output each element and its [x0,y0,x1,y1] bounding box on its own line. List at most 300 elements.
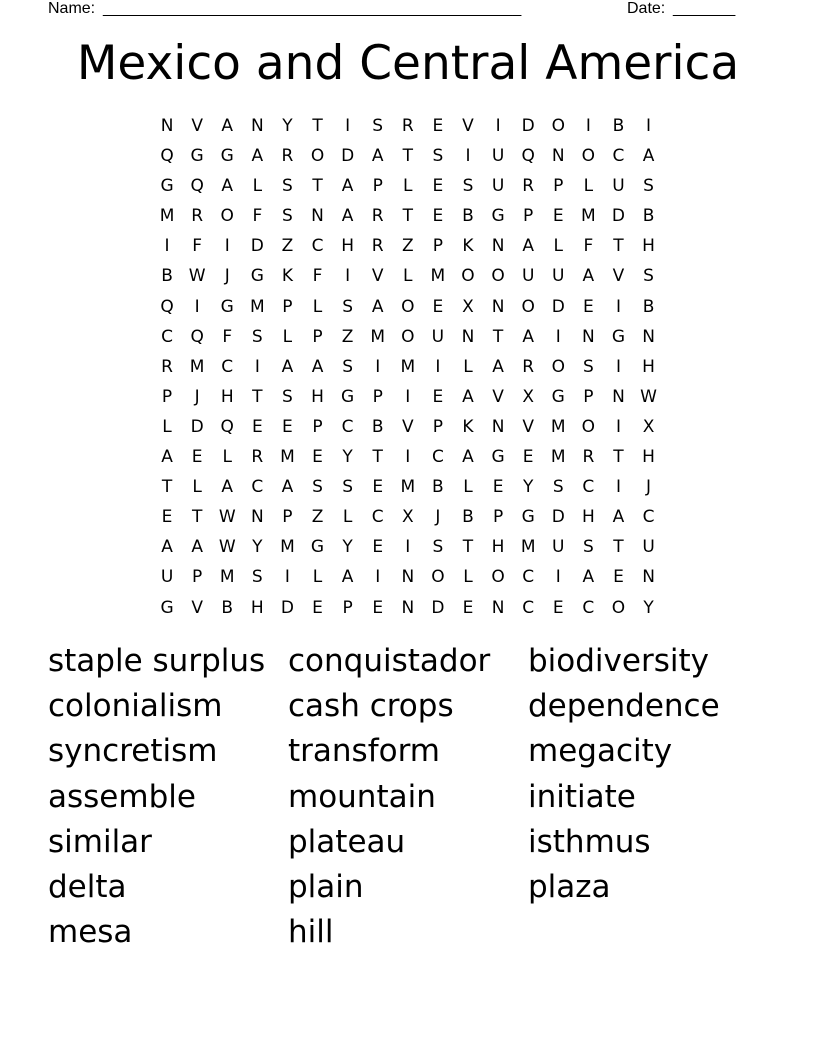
grid-cell[interactable]: R [522,356,535,377]
grid-cell[interactable]: L [463,356,473,377]
grid-cell[interactable]: E [432,206,444,227]
grid-cell[interactable]: F [192,236,203,257]
grid-cell[interactable]: I [224,236,230,257]
grid-cell[interactable]: I [615,296,621,317]
grid-cell[interactable]: T [402,206,413,227]
grid-cell[interactable]: J [194,386,200,407]
grid-cell[interactable]: I [615,356,621,377]
grid-cell[interactable]: S [282,206,293,227]
grid-cell[interactable]: G [551,386,565,407]
grid-cell[interactable]: V [371,266,384,287]
grid-cell[interactable]: M [430,266,446,287]
grid-cell[interactable]: Z [311,507,324,528]
grid-cell[interactable]: S [432,537,444,558]
grid-cell[interactable]: T [191,507,203,528]
grid-cell[interactable]: V [492,386,504,407]
grid-cell[interactable]: S [251,326,263,347]
grid-cell[interactable]: G [521,507,535,528]
grid-cell[interactable]: I [585,116,591,136]
grid-cell[interactable]: A [191,537,203,558]
grid-cell[interactable]: P [553,176,564,197]
grid-cell[interactable]: Y [282,116,293,136]
grid-cell[interactable]: U [491,176,505,197]
grid-cell[interactable]: I [254,356,260,377]
grid-cell[interactable]: I [405,537,411,558]
grid-cell[interactable]: J [646,477,652,498]
grid-cell[interactable]: Y [342,537,353,558]
grid-cell[interactable]: R [401,116,414,136]
grid-cell[interactable]: K [281,266,293,287]
grid-cell[interactable]: T [312,176,323,197]
grid-cell[interactable]: H [220,386,234,407]
grid-cell[interactable]: O [551,356,565,377]
grid-cell[interactable]: M [581,206,596,227]
grid-cell[interactable]: H [341,236,354,257]
grid-cell[interactable]: A [582,567,595,588]
grid-cell[interactable]: N [311,206,324,227]
grid-cell[interactable]: Q [190,326,204,347]
grid-cell[interactable]: C [582,597,595,618]
grid-cell[interactable]: I [405,447,411,468]
grid-cell[interactable]: I [615,477,621,498]
grid-cell[interactable]: C [161,326,173,347]
grid-cell[interactable]: R [281,146,294,167]
date-blank[interactable]: _______ [673,0,736,17]
grid-cell[interactable]: N [551,146,565,167]
grid-cell[interactable]: B [221,597,234,618]
grid-cell[interactable]: I [495,116,501,136]
grid-cell[interactable]: O [521,296,535,317]
grid-cell[interactable]: E [372,477,384,498]
grid-cell[interactable]: Q [160,146,174,167]
grid-cell[interactable]: U [612,176,625,197]
word-list-item: plain [288,868,364,905]
grid-cell[interactable]: E [161,507,173,528]
grid-cell[interactable]: E [251,416,263,437]
grid-cell[interactable]: E [522,447,534,468]
grid-cell[interactable]: D [431,597,445,618]
grid-cell[interactable]: X [401,507,414,528]
grid-cell[interactable]: O [220,206,234,227]
grid-cell[interactable]: J [224,266,230,287]
grid-cell[interactable]: E [462,597,474,618]
grid-cell[interactable]: L [553,236,563,257]
grid-cell[interactable]: I [375,356,381,377]
grid-cell[interactable]: T [252,386,263,407]
grid-cell[interactable]: E [372,597,384,618]
grid-cell[interactable]: B [642,206,655,227]
grid-cell[interactable]: H [642,236,655,257]
grid-cell[interactable]: A [221,116,234,136]
grid-cell[interactable]: A [281,477,294,498]
grid-cell[interactable]: C [522,567,535,588]
grid-cell[interactable]: G [611,326,626,347]
grid-cell[interactable]: H [642,447,655,468]
grid-cell[interactable]: M [400,477,416,498]
grid-cell[interactable]: S [552,477,564,498]
grid-cell[interactable]: I [345,116,351,136]
grid-cell[interactable]: E [432,386,444,407]
grid-cell[interactable]: E [492,477,504,498]
grid-cell[interactable]: F [312,266,323,287]
grid-cell[interactable]: A [612,507,625,528]
grid-cell[interactable]: T [312,116,323,136]
grid-cell[interactable]: O [401,296,415,317]
grid-cell[interactable]: P [372,176,383,197]
word-list-item: isthmus [528,823,651,860]
grid-cell[interactable]: U [491,146,505,167]
word-list-item: plateau [288,823,406,860]
grid-cell[interactable]: U [552,537,565,558]
grid-cell[interactable]: L [583,176,594,197]
grid-cell[interactable]: O [491,266,505,287]
word-list-item: delta [48,868,127,905]
grid-cell[interactable]: S [342,356,353,377]
grid-cell[interactable]: K [462,416,474,437]
grid-cell[interactable]: Y [252,537,263,558]
grid-cell[interactable]: S [643,176,654,197]
grid-cell[interactable]: D [551,296,565,317]
grid-cell[interactable]: W [188,266,206,287]
grid-cell[interactable]: A [522,326,534,347]
grid-cell[interactable]: E [312,597,323,618]
grid-cell[interactable]: V [191,116,203,136]
grid-cell[interactable]: D [190,416,204,437]
grid-cell[interactable]: B [612,116,625,136]
grid-cell[interactable]: U [642,537,655,558]
grid-cell[interactable]: S [582,537,594,558]
grid-cell[interactable]: P [282,296,293,317]
grid-cell[interactable]: D [341,146,355,167]
grid-cell[interactable]: T [613,236,624,257]
grid-cell[interactable]: R [161,356,173,377]
grid-cell[interactable]: D [611,206,625,227]
grid-cell[interactable]: I [345,266,351,287]
grid-cell[interactable]: V [522,416,534,437]
grid-cell[interactable]: I [555,567,561,588]
grid-cell[interactable]: E [432,176,444,197]
grid-cell[interactable]: G [160,176,174,197]
grid-cell[interactable]: A [371,296,384,317]
grid-cell[interactable]: I [615,416,621,437]
grid-cell[interactable]: C [431,447,444,468]
grid-cell[interactable]: D [250,236,264,257]
grid-cell[interactable]: C [341,416,354,437]
grid-cell[interactable]: I [465,146,471,167]
grid-cell[interactable]: M [280,447,295,468]
grid-cell[interactable]: Q [160,296,174,317]
word-list-item: transform [288,733,440,770]
grid-cell[interactable]: L [403,266,413,287]
grid-cell[interactable]: P [312,326,323,347]
grid-cell[interactable]: S [372,116,384,136]
grid-cell[interactable]: N [612,386,625,407]
grid-cell[interactable]: O [551,116,565,136]
grid-cell[interactable]: C [612,146,625,167]
grid-cell[interactable]: P [432,416,444,437]
grid-cell[interactable]: A [371,146,384,167]
grid-cell[interactable]: E [282,416,293,437]
grid-cell[interactable]: F [583,236,594,257]
grid-cell[interactable]: K [462,236,474,257]
grid-cell[interactable]: C [582,477,595,498]
grid-cell[interactable]: S [432,146,444,167]
grid-cell[interactable]: Y [522,477,534,498]
grid-cell[interactable]: P [192,567,203,588]
grid-cell[interactable]: O [581,416,596,437]
grid-cell[interactable]: U [552,266,565,287]
grid-cell[interactable]: Z [281,236,294,257]
grid-cell[interactable]: D [521,116,535,136]
grid-cell[interactable]: E [312,447,323,468]
grid-cell[interactable]: N [491,236,505,257]
grid-cell[interactable]: Q [190,176,204,197]
grid-cell[interactable]: F [222,326,233,347]
grid-cell[interactable]: N [250,507,264,528]
grid-cell[interactable]: S [312,477,323,498]
grid-cell[interactable]: U [431,326,445,347]
grid-cell[interactable]: I [405,386,411,407]
grid-cell[interactable]: R [251,447,264,468]
grid-cell[interactable]: N [642,567,655,588]
grid-cell[interactable]: B [371,416,384,437]
grid-cell[interactable]: P [492,507,504,528]
grid-cell[interactable]: T [492,326,504,347]
grid-cell[interactable]: A [221,176,234,197]
grid-cell[interactable]: E [552,597,564,618]
grid-cell[interactable]: G [190,146,204,167]
word-list-item: mountain [288,778,436,815]
grid-cell[interactable]: S [251,567,263,588]
grid-cell[interactable]: V [401,416,414,437]
name-blank[interactable]: _______________________________________________ [103,0,522,17]
grid-cell[interactable]: G [220,296,234,317]
grid-cell[interactable]: M [159,206,175,227]
grid-cell[interactable]: L [282,326,293,347]
grid-cell[interactable]: N [160,116,174,136]
grid-cell[interactable]: E [372,537,384,558]
grid-cell[interactable]: N [491,416,505,437]
grid-cell[interactable]: M [370,326,386,347]
grid-cell[interactable]: L [222,447,232,468]
grid-cell[interactable]: W [640,386,657,407]
grid-cell[interactable]: N [491,296,505,317]
grid-cell[interactable]: S [342,296,353,317]
grid-cell[interactable]: A [582,266,595,287]
grid-cell[interactable]: A [251,146,264,167]
grid-cell[interactable]: L [463,567,473,588]
grid-cell[interactable]: A [462,386,474,407]
grid-cell[interactable]: O [431,567,445,588]
grid-cell[interactable]: S [282,386,293,407]
grid-cell[interactable]: U [160,567,174,588]
grid-cell[interactable]: A [161,447,173,468]
grid-cell[interactable]: B [161,266,173,287]
grid-cell[interactable]: L [403,176,413,197]
grid-cell[interactable]: P [372,386,383,407]
grid-cell[interactable]: R [191,206,204,227]
grid-cell[interactable]: O [491,567,505,588]
grid-cell[interactable]: Y [342,447,353,468]
grid-cell[interactable]: Z [401,236,414,257]
grid-cell[interactable]: N [582,326,595,347]
grid-cell[interactable]: E [613,567,624,588]
grid-cell[interactable]: H [491,537,505,558]
grid-cell[interactable]: W [218,537,236,558]
grid-cell[interactable]: C [522,597,535,618]
grid-cell[interactable]: E [582,296,594,317]
grid-cell[interactable]: N [250,116,264,136]
grid-cell[interactable]: E [432,116,444,136]
grid-cell[interactable]: P [523,206,534,227]
grid-cell[interactable]: M [550,416,566,437]
grid-cell[interactable]: N [491,597,505,618]
grid-cell[interactable]: G [160,597,174,618]
grid-cell[interactable]: L [192,477,202,498]
grid-cell[interactable]: I [164,236,170,257]
grid-cell[interactable]: P [432,236,444,257]
grid-cell[interactable]: M [280,537,295,558]
grid-cell[interactable]: B [462,206,474,227]
grid-cell[interactable]: M [219,567,235,588]
grid-cell[interactable]: L [342,507,353,528]
grid-cell[interactable]: N [642,326,655,347]
grid-cell[interactable]: A [492,356,504,377]
grid-cell[interactable]: O [611,597,626,618]
grid-cell[interactable]: H [250,597,264,618]
grid-cell[interactable]: G [491,447,505,468]
grid-cell[interactable]: G [250,266,264,287]
grid-cell[interactable]: I [284,567,290,588]
grid-cell[interactable]: L [162,416,172,437]
grid-cell[interactable]: I [194,296,200,317]
grid-cell[interactable]: N [401,567,415,588]
grid-cell[interactable]: P [161,386,173,407]
grid-cell[interactable]: A [311,356,324,377]
grid-cell[interactable]: R [371,206,384,227]
grid-cell[interactable]: H [642,356,655,377]
grid-cell[interactable]: A [642,146,655,167]
grid-cell[interactable]: L [463,477,473,498]
grid-cell[interactable]: T [161,477,173,498]
grid-cell[interactable]: L [312,296,323,317]
grid-cell[interactable]: Q [220,416,234,437]
grid-cell[interactable]: A [221,477,234,498]
grid-cell[interactable]: L [252,176,263,197]
grid-cell[interactable]: U [521,266,535,287]
grid-cell[interactable]: E [191,447,203,468]
letter-grid [152,111,664,623]
grid-cell[interactable]: W [218,507,236,528]
grid-cell[interactable]: D [280,597,294,618]
grid-cell[interactable]: S [282,176,293,197]
grid-cell[interactable]: N [401,597,415,618]
grid-cell[interactable]: M [550,447,566,468]
grid-cell[interactable]: H [581,507,595,528]
grid-cell[interactable]: I [646,116,652,136]
word-list-item: hill [288,914,334,951]
grid-cell[interactable]: M [400,356,416,377]
grid-cell[interactable]: E [552,206,564,227]
grid-cell[interactable]: X [522,386,534,407]
grid-cell[interactable]: R [522,176,535,197]
grid-cell[interactable]: L [312,567,323,588]
grid-cell[interactable]: B [462,507,474,528]
grid-cell[interactable]: S [643,266,654,287]
grid-cell[interactable]: M [189,356,205,377]
grid-cell[interactable]: A [341,567,354,588]
grid-cell[interactable]: A [341,206,354,227]
grid-cell[interactable]: O [401,326,415,347]
grid-cell[interactable]: V [191,597,203,618]
grid-cell[interactable]: T [613,537,624,558]
grid-cell[interactable]: R [371,236,384,257]
grid-cell[interactable]: C [371,507,384,528]
word-list-item: plaza [528,868,611,905]
grid-cell[interactable]: J [435,507,441,528]
grid-cell[interactable]: C [221,356,234,377]
grid-cell[interactable]: T [462,537,474,558]
grid-cell[interactable]: Y [643,597,654,618]
grid-cell[interactable]: M [520,537,536,558]
grid-cell[interactable]: I [555,326,561,347]
grid-cell[interactable]: X [462,296,474,317]
grid-cell[interactable]: A [341,176,354,197]
grid-cell[interactable]: G [491,206,505,227]
grid-cell[interactable]: B [642,296,655,317]
grid-cell[interactable]: P [583,386,594,407]
grid-cell[interactable]: C [311,236,324,257]
grid-cell[interactable]: G [220,146,234,167]
grid-cell[interactable]: V [462,116,474,136]
grid-cell[interactable]: H [311,386,324,407]
grid-cell[interactable]: P [312,416,323,437]
grid-cell[interactable]: T [402,146,413,167]
grid-cell[interactable]: S [582,356,594,377]
grid-cell[interactable]: F [252,206,263,227]
grid-cell[interactable]: G [341,386,355,407]
grid-cell[interactable]: O [461,266,475,287]
grid-cell[interactable]: C [251,477,264,498]
grid-cell[interactable]: P [342,597,353,618]
grid-cell[interactable]: A [522,236,534,257]
grid-cell[interactable]: N [461,326,475,347]
grid-cell[interactable]: A [161,537,173,558]
grid-cell[interactable]: I [375,567,381,588]
grid-cell[interactable]: S [462,176,474,197]
grid-cell[interactable]: O [581,146,596,167]
grid-cell[interactable]: B [432,477,444,498]
grid-cell[interactable]: R [582,447,595,468]
grid-cell[interactable]: M [249,296,265,317]
grid-cell[interactable]: A [462,447,474,468]
grid-cell[interactable]: I [435,356,441,377]
grid-cell[interactable]: X [642,416,655,437]
grid-cell[interactable]: T [372,447,383,468]
grid-cell[interactable]: C [642,507,655,528]
grid-cell[interactable]: S [342,477,353,498]
grid-cell[interactable]: V [612,266,625,287]
grid-cell[interactable]: Q [521,146,535,167]
grid-cell[interactable]: T [613,447,624,468]
grid-cell[interactable]: P [282,507,293,528]
grid-cell[interactable]: E [432,296,444,317]
grid-cell[interactable]: D [551,507,565,528]
grid-cell[interactable]: A [281,356,294,377]
grid-cell[interactable]: O [310,146,325,167]
grid-cell[interactable]: G [310,537,325,558]
grid-cell[interactable]: Z [341,326,354,347]
